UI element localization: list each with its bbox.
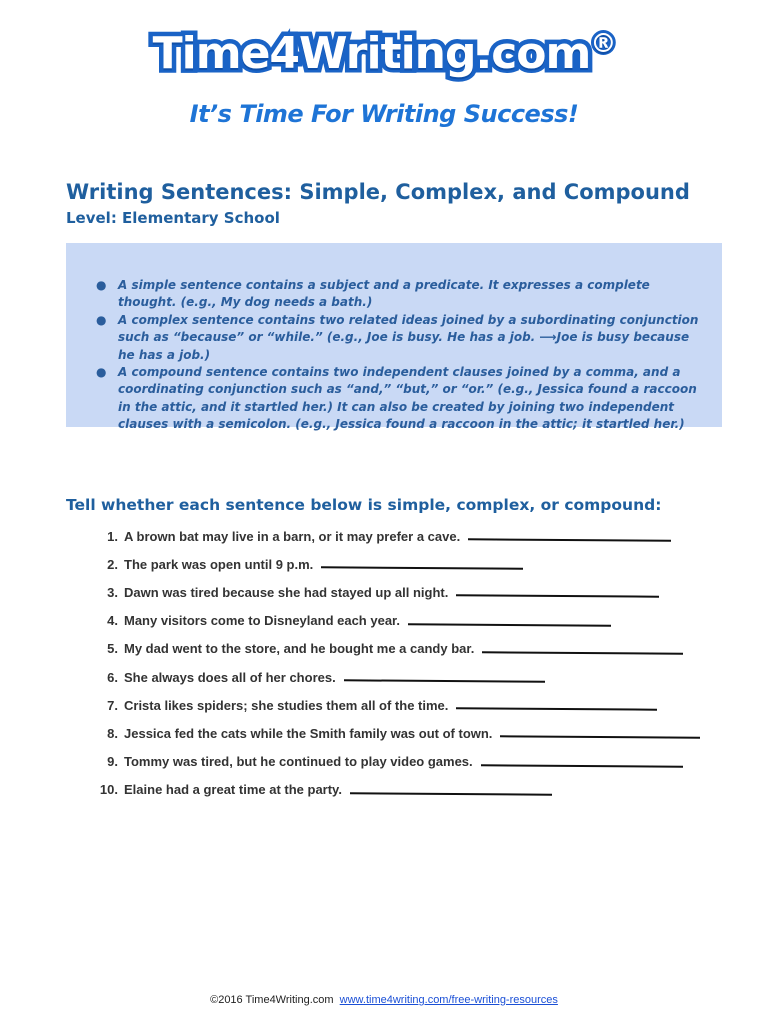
item-number: 2. xyxy=(107,556,118,572)
item-number: 8. xyxy=(107,725,118,741)
worksheet-title: Writing Sentences: Simple, Complex, and Compound xyxy=(66,180,690,204)
definitions-box xyxy=(66,243,722,432)
exercise-item xyxy=(90,663,710,691)
definition-text: A compound sentence contains two independent clauses joined by a comma, and a coordinating conjunction such as “and,” “but,” or “or.” (e.g., Jessica found a raccoon in the attic, and it startled her.) It can also be created by joining two independent clauses with a semicolon. (e.g., Jessica found a raccoon in the attic; it startled her.) xyxy=(118,365,697,432)
exercise-item xyxy=(90,550,710,578)
definition-text-after: Joe is busy because he has a job.) xyxy=(118,330,690,362)
item-sentence: My dad went to the store, and he bought me a candy bar. xyxy=(124,641,475,657)
item-number: 5. xyxy=(107,641,118,657)
definition-simple xyxy=(96,277,708,312)
bullet-icon: ● xyxy=(96,365,107,380)
answer-blank[interactable] xyxy=(408,623,611,626)
item-sentence: Elaine had a great time at the party. xyxy=(124,782,342,798)
answer-blank[interactable] xyxy=(482,651,683,654)
arrow-icon: ⟶ xyxy=(539,330,557,345)
item-number: 9. xyxy=(107,754,118,770)
item-sentence: She always does all of her chores. xyxy=(124,669,336,685)
exercise-item xyxy=(90,776,710,804)
resources-link[interactable]: www.time4writing.com/free-writing-resources xyxy=(339,994,558,1006)
answer-blank[interactable] xyxy=(456,595,659,598)
definition-text: A simple sentence contains a subject and a predicate. It expresses a complete thought. (e.g., My dog needs a bath.) xyxy=(118,278,650,310)
item-sentence: Many visitors come to Disneyland each year. xyxy=(124,613,401,629)
answer-blank[interactable] xyxy=(456,708,657,711)
registered-mark: ® xyxy=(590,29,616,59)
item-number: 1. xyxy=(107,528,118,544)
worksheet-level: Level: Elementary School xyxy=(66,209,280,227)
answer-blank[interactable] xyxy=(500,736,700,739)
definition-text: A complex sentence contains two related ideas joined by a subordinating conjunction such as “because” or “while.” (e.g., Joe is busy. He has a job. xyxy=(118,312,699,345)
tagline: It’s Time For Writing Success! xyxy=(189,100,579,128)
exercise-item xyxy=(90,719,710,747)
bullet-icon: ● xyxy=(96,278,107,292)
exercise-prompt: Tell whether each sentence below is simple, complex, or compound: xyxy=(66,496,662,514)
site-logo xyxy=(0,28,768,79)
exercise-item xyxy=(90,635,710,663)
answer-blank[interactable] xyxy=(468,538,671,541)
exercise-item xyxy=(90,691,710,719)
definition-compound xyxy=(96,364,708,434)
item-number: 7. xyxy=(107,697,118,713)
bullet-icon: ● xyxy=(96,312,107,327)
answer-blank[interactable] xyxy=(321,567,523,570)
item-sentence: The park was open until 9 p.m. xyxy=(124,556,314,572)
exercise-item xyxy=(90,522,710,550)
exercise-item xyxy=(90,748,710,776)
item-number: 3. xyxy=(107,584,118,600)
item-sentence: Crista likes spiders; she studies them all of the time. xyxy=(124,697,449,713)
item-sentence: Tommy was tired, but he continued to play video games. xyxy=(124,754,473,770)
answer-blank[interactable] xyxy=(344,679,545,682)
item-sentence: Dawn was tired because she had stayed up all night. xyxy=(124,584,449,600)
item-number: 4. xyxy=(107,613,118,629)
exercise-list xyxy=(90,522,710,804)
item-number: 10. xyxy=(99,782,118,798)
exercise-item xyxy=(90,607,710,635)
answer-blank[interactable] xyxy=(350,792,552,795)
item-sentence: Jessica fed the cats while the Smith family was out of town. xyxy=(124,725,493,741)
item-number: 6. xyxy=(107,669,118,685)
exercise-item xyxy=(90,578,710,606)
logo-text: Time4Writing.com xyxy=(152,28,591,79)
page-footer xyxy=(0,994,768,1006)
definition-complex xyxy=(96,312,708,364)
copyright-text: ©2016 Time4Writing.com xyxy=(210,994,334,1006)
item-sentence: A brown bat may live in a barn, or it may prefer a cave. xyxy=(124,528,461,544)
definitions-list xyxy=(96,277,708,434)
answer-blank[interactable] xyxy=(481,764,683,767)
